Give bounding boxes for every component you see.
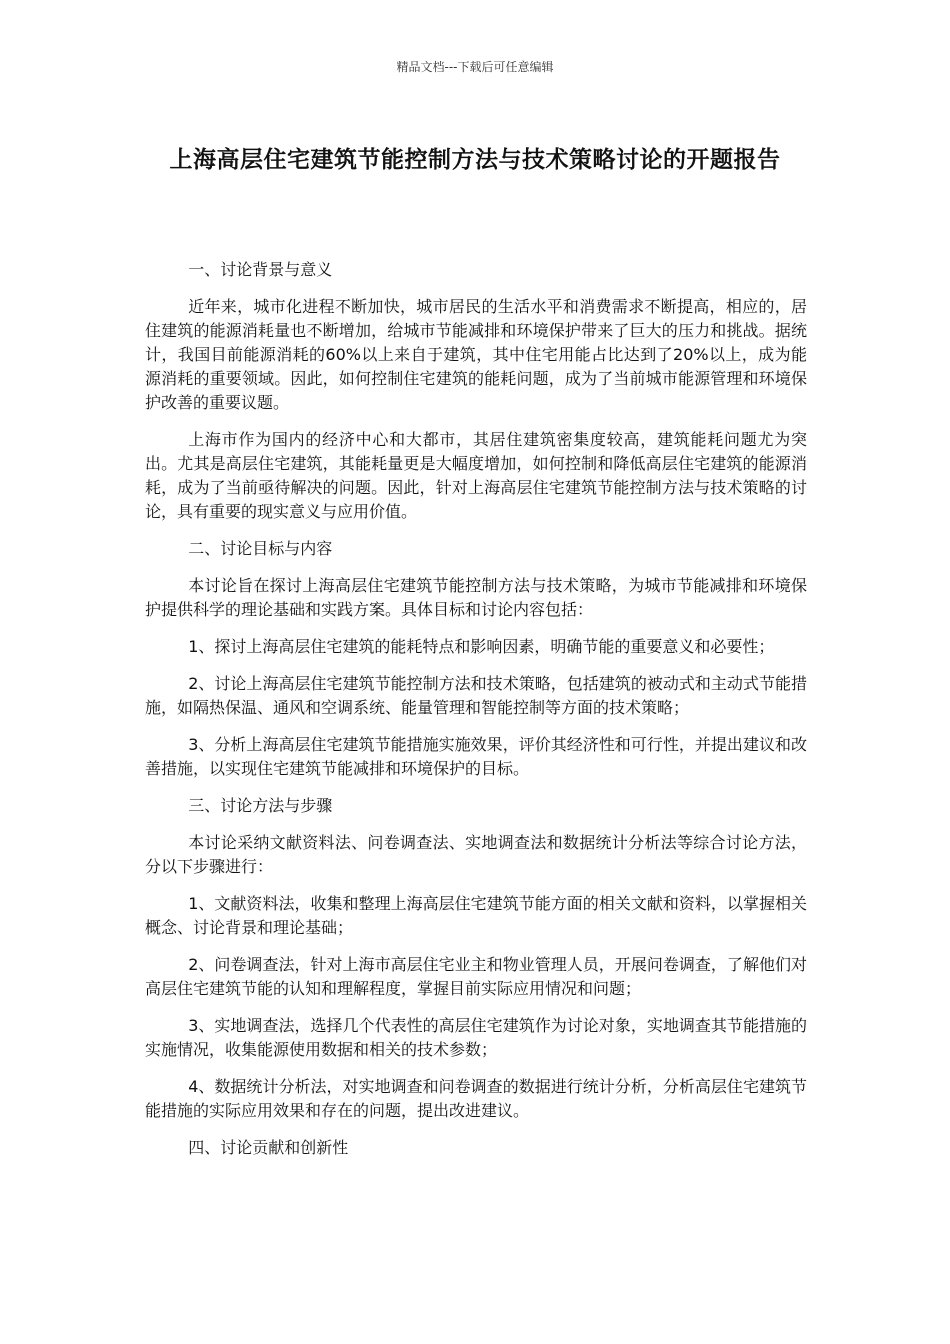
list-item: 3、分析上海高层住宅建筑节能措施实施效果，评价其经济性和可行性，并提出建议和改善措施，以实现住宅建筑节能减排和环境保护的目标。 xyxy=(145,735,807,778)
section-heading-4: 四、讨论贡献和创新性 xyxy=(188,1138,349,1157)
list-item: 1、探讨上海高层住宅建筑的能耗特点和影响因素，明确节能的重要意义和必要性； xyxy=(188,637,775,656)
paragraph: 近年来，城市化进程不断加快，城市居民的生活水平和消费需求不断提高，相应的，居住建筑的能源消耗量也不断增加，给城市节能减排和环境保护带来了巨大的压力和挑战。据统计，我国目前能源消耗的60%以上来自于建筑，其中住宅用能占比达到了20%以上，成为能源消耗的重要领域。因此，如何控制住宅建筑的能耗问题，成为了当前城市能源管理和环境保护改善的重要议题。 xyxy=(145,297,807,412)
document-body xyxy=(145,258,807,1173)
section-heading-2: 二、讨论目标与内容 xyxy=(188,539,333,558)
list-item: 4、数据统计分析法，对实地调查和问卷调查的数据进行统计分析，分析高层住宅建筑节能措施的实际应用效果和存在的问题，提出改进建议。 xyxy=(145,1077,807,1120)
paragraph: 上海市作为国内的经济中心和大都市，其居住建筑密集度较高，建筑能耗问题尤为突出。尤其是高层住宅建筑，其能耗量更是大幅度增加，如何控制和降低高层住宅建筑的能源消耗，成为了当前亟待解决的问题。因此，针对上海高层住宅建筑节能控制方法与技术策略的讨论，具有重要的现实意义与应用价值。 xyxy=(145,430,807,521)
header-note: 精品文档---下载后可任意编辑 xyxy=(396,60,554,74)
list-item: 2、讨论上海高层住宅建筑节能控制方法和技术策略，包括建筑的被动式和主动式节能措施，如隔热保温、通风和空调系统、能量管理和智能控制等方面的技术策略； xyxy=(145,674,807,717)
section-heading-1: 一、讨论背景与意义 xyxy=(188,260,333,279)
paragraph: 本讨论旨在探讨上海高层住宅建筑节能控制方法与技术策略，为城市节能减排和环境保护提供科学的理论基础和实践方案。具体目标和讨论内容包括： xyxy=(145,576,807,619)
paragraph: 本讨论采纳文献资料法、问卷调查法、实地调查法和数据统计分析法等综合讨论方法，分以下步骤进行： xyxy=(145,833,807,876)
list-item: 1、文献资料法，收集和整理上海高层住宅建筑节能方面的相关文献和资料，以掌握相关概念、讨论背景和理论基础； xyxy=(145,894,807,937)
list-item: 2、问卷调查法，针对上海市高层住宅业主和物业管理人员，开展问卷调查，了解他们对高层住宅建筑节能的认知和理解程度，掌握目前实际应用情况和问题； xyxy=(145,955,807,998)
list-item: 3、实地调查法，选择几个代表性的高层住宅建筑作为讨论对象，实地调查其节能措施的实施情况，收集能源使用数据和相关的技术参数； xyxy=(145,1016,807,1059)
section-heading-3: 三、讨论方法与步骤 xyxy=(188,796,333,815)
document-title: 上海高层住宅建筑节能控制方法与技术策略讨论的开题报告 xyxy=(169,147,781,173)
